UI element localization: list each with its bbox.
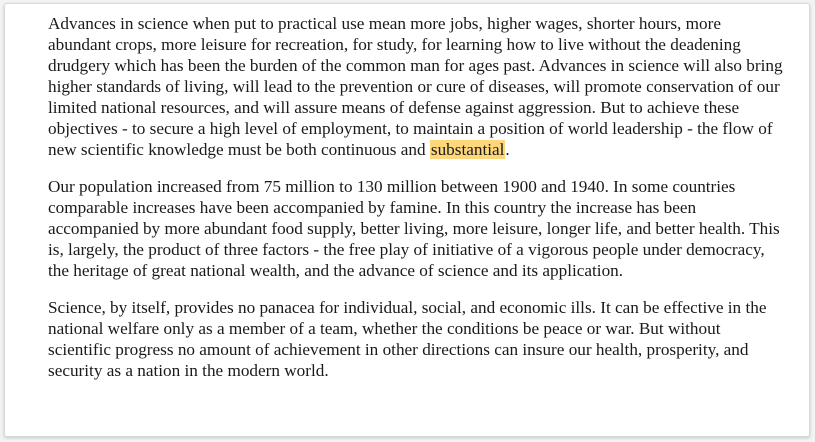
- document-content: [48, 13, 783, 397]
- paragraph-3: Science, by itself, provides no panacea for individual, social, and economic ills. It can be effective in the national welfare only as a member of a team, whether the conditions be peace or war. But without scientific progress no amount of achievement in other directions can insure our health, prosperity, and security as a nation in the modern world.: [48, 298, 767, 380]
- paragraph-1-text: Advances in science when put to practical use mean more jobs, higher wages, shorter hours, more abundant crops, more leisure for recreation, for study, for learning how to live without the deadening drudgery which has been the burden of the common man for ages past. Advances in science will also bring higher standards of living, will lead to the prevention or cure of diseases, will promote conservation of our limited national resources, and will assure means of defense against aggression. But to achieve these objectives - to secure a high level of employment, to maintain a position of world leadership - the flow of new scientific knowledge must be both continuous and: [48, 14, 783, 159]
- paragraph-2: Our population increased from 75 million to 130 million between 1900 and 1940. In some countries comparable increases have been accompanied by famine. In this country the increase has been accompanied by more abundant food supply, better living, more leisure, longer life, and better health. This is, largely, the product of three factors - the free play of initiative of a vigorous people under democracy, the heritage of great national wealth, and the advance of science and its application.: [48, 177, 780, 280]
- highlighted-word[interactable]: substantial: [430, 140, 505, 159]
- paragraph-1-end: .: [505, 140, 510, 159]
- document-page: [4, 3, 810, 437]
- paragraph-1: [48, 13, 783, 160]
